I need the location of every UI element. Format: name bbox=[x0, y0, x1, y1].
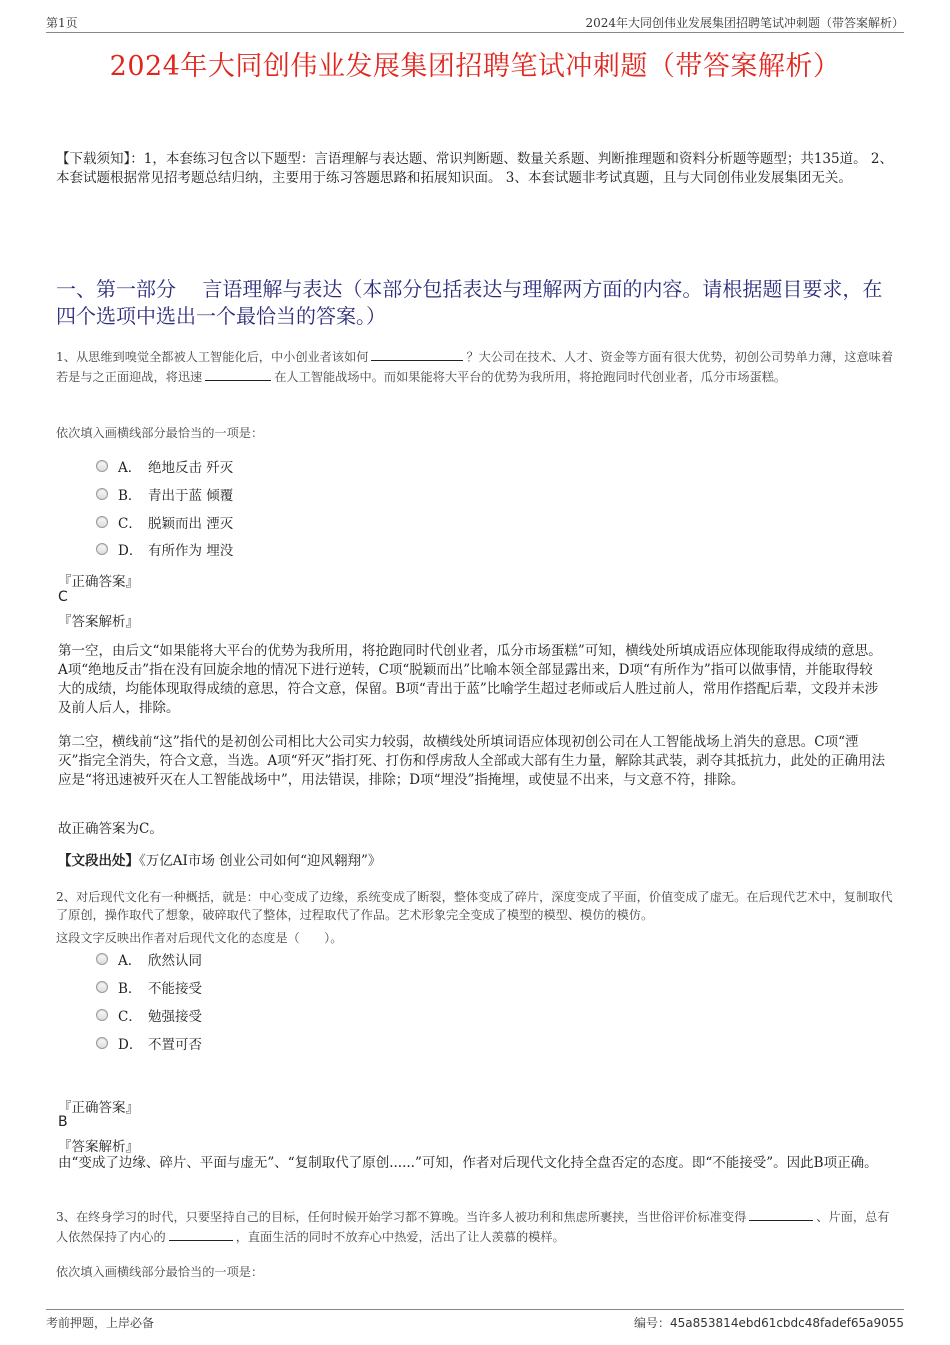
radio-icon[interactable] bbox=[96, 543, 108, 555]
q2-option-c[interactable]: C． 勉强接受 bbox=[96, 1005, 202, 1025]
q2-analysis: 由“变成了边缘、碎片、平面与虚无”、“复制取代了原创......”可知，作者对后现代文化持全盘否定的态度。即“不能接受”。因此B项正确。 bbox=[58, 1155, 878, 1171]
blank-2 bbox=[205, 367, 271, 381]
q2-option-b[interactable]: B． 不能接受 bbox=[96, 977, 202, 997]
q1-option-c[interactable]: C． 脱颖而出 湮灭 bbox=[96, 512, 233, 532]
q1-answer-label: 『正确答案』 bbox=[58, 574, 139, 590]
q1-option-a[interactable]: A． 绝地反击 歼灭 bbox=[96, 456, 233, 476]
radio-icon[interactable] bbox=[96, 981, 108, 993]
question-1-text: 1、从思维到嗅觉全都被人工智能化后，中小创业者该如何 ？大公司在技术、人才、资金等方面有很大优势，初创公司势单力薄，这意味着若是与之正面迎战，将迅速 在人工智能战场中。而如果能将大平台的优势为我所用，将抢跑同时代创业者，瓜分市场蛋糕。 bbox=[56, 347, 896, 387]
q1-conclusion: 故正确答案为C。 bbox=[58, 821, 163, 837]
footer-divider bbox=[46, 1309, 904, 1310]
section-title: 一、第一部分 言语理解与表达（本部分包括表达与理解两方面的内容。请根据题目要求，在四个选项中选出一个最恰当的答案。） bbox=[56, 277, 883, 328]
question-2-prompt: 这段文字反映出作者对后现代文化的态度是（ ）。 bbox=[56, 931, 343, 945]
blank-1 bbox=[749, 1207, 813, 1221]
q1-analysis-paragraph-2: 第二空，横线前“这”指代的是初创公司相比大公司实力较弱，故横线处所填词语应体现初创公司在人工智能战场上消失的意思。C项“湮灭”指完全消失，符合文意，当选。A项“歼灭”指打死、打伤和俘虏敌人全部或大部有生力量，解除其武装，剥夺其抵抗力，此处的正确用法应是“将迅速被歼灭在人工智能战场中”，用法错误，排除；D项“埋没”指掩埋，或使显不出来，与文意不符，排除。 bbox=[58, 734, 885, 788]
radio-icon[interactable] bbox=[96, 488, 108, 500]
q1-option-b[interactable]: B． 青出于蓝 倾覆 bbox=[96, 484, 233, 504]
blank-2 bbox=[169, 1227, 233, 1241]
q2-option-a[interactable]: A． 欣然认同 bbox=[96, 949, 202, 969]
radio-icon[interactable] bbox=[96, 953, 108, 965]
footer-code: 编号：45a853814ebd61cbdc48fadef65a9055 bbox=[634, 1316, 904, 1330]
header-doc-title: 2024年大同创伟业发展集团招聘笔试冲刺题（带答案解析） bbox=[585, 16, 904, 30]
q2-analysis-label: 『答案解析』 bbox=[58, 1139, 139, 1155]
download-notice: 【下载须知】：1，本套练习包含以下题型：言语理解与表达题、常识判断题、数量关系题、判断推理题和资料分析题等题型；共135道。 2、本套试题根据常见招考题总结归纳，主要用于练习答题思路和拓展知识面。 3、本套试题非考试真题，且与大同创伟业发展集团无关。 bbox=[56, 151, 893, 186]
q1-option-d[interactable]: D． 有所作为 埋没 bbox=[96, 539, 233, 559]
q2-option-d[interactable]: D． 不置可否 bbox=[96, 1033, 202, 1053]
page-number: 第1页 bbox=[46, 16, 78, 30]
blank-1 bbox=[371, 347, 463, 361]
page-title: 2024年大同创伟业发展集团招聘笔试冲刺题（带答案解析） bbox=[109, 51, 841, 82]
q1-analysis-paragraph-1: 第一空，由后文“如果能将大平台的优势为我所用，将抢跑同时代创业者，瓜分市场蛋糕”可知，横线处所填成语应体现能取得成绩的意思。A项“绝地反击”指在没有回旋余地的情况下进行逆转，C项“脱颖而出”比喻本领全部显露出来，D项“有所作为”指可以做事情，并能取得较大的成绩，均能体现取得成绩的意思，符合文意，保留。B项“青出于蓝”比喻学生超过老师或后人胜过前人，常用作搭配后辈，文段并未涉及前人后人，排除。 bbox=[58, 643, 882, 716]
question-3-text: 3、在终身学习的时代，只要坚持自己的目标，任何时候开始学习都不算晚。当许多人被功利和焦虑所裹挟，当世俗评价标准变得 、片面，总有人依然保持了内心的 ，直面生活的同时不放弃心中热爱，活出了让人羡慕的模样。 bbox=[56, 1207, 896, 1247]
q2-answer-label: 『正确答案』 bbox=[58, 1100, 139, 1116]
header-divider bbox=[46, 32, 904, 33]
radio-icon[interactable] bbox=[96, 1037, 108, 1049]
q1-answer: C bbox=[58, 589, 68, 605]
radio-icon[interactable] bbox=[96, 516, 108, 528]
question-3-prompt: 依次填入画横线部分最恰当的一项是： bbox=[56, 1265, 264, 1279]
footer-slogan: 考前押题，上岸必备 bbox=[46, 1316, 155, 1330]
q1-analysis-label: 『答案解析』 bbox=[58, 614, 139, 630]
radio-icon[interactable] bbox=[96, 1009, 108, 1021]
radio-icon[interactable] bbox=[96, 460, 108, 472]
q2-answer: B bbox=[58, 1114, 68, 1130]
question-1-prompt: 依次填入画横线部分最恰当的一项是： bbox=[56, 426, 264, 440]
question-2-text: 2、对后现代文化有一种概括，就是：中心变成了边缘，系统变成了断裂，整体变成了碎片，深度变成了平面，价值变成了虚无。在后现代艺术中，复制取代了原创，操作取代了想象，破碎取代了整体，过程取代了作品。艺术形象完全变成了模型的模型、模仿的模仿。 bbox=[56, 890, 893, 922]
q1-source: 【文段出处】《万亿AI市场 创业公司如何“迎风翱翔”》 bbox=[58, 853, 382, 869]
